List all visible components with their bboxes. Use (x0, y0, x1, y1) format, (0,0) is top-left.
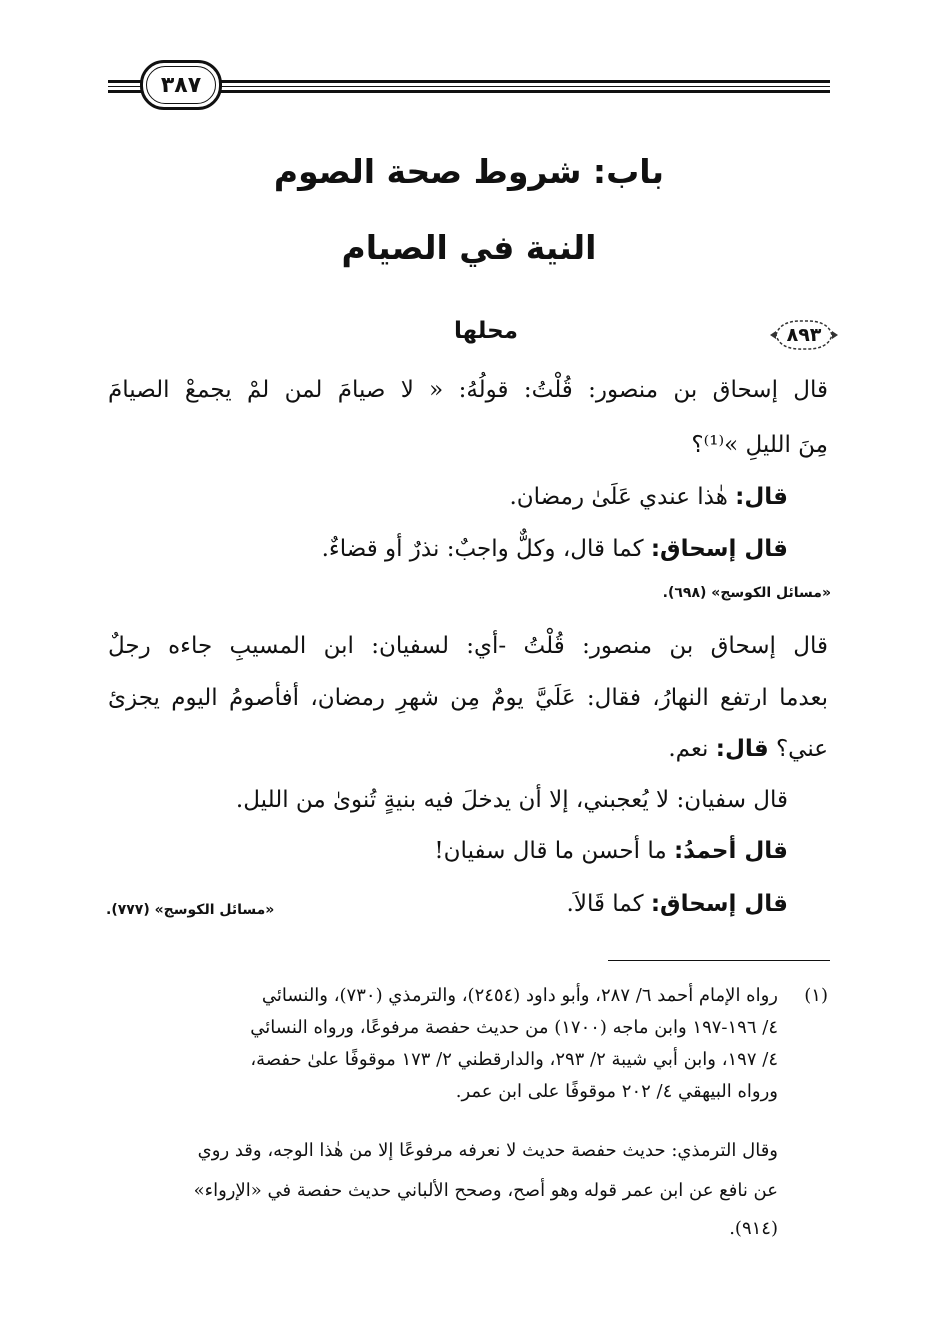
chapter-title: باب: شروط صحة الصوم (273, 152, 665, 191)
text-line: قال إسحاق بن منصور: قُلْتُ: قولُهُ: « لا صيامَ لمن لمْ يجمعْ الصيامَ (108, 377, 828, 403)
text-line (108, 736, 828, 764)
speaker-label: قال إسحاق: (650, 891, 788, 917)
text-line (108, 536, 788, 564)
footnote-line: ٤/ ١٩٧، وابن أبي شيبة ٢/ ٢٩٣، والدارقطني ٢/ ١٧٣ موقوفًا علىٰ حفصة، (250, 1049, 778, 1070)
text-line: قال سفيان: لا يُعجبني، إلا أن يدخلَ فيه بنيةٍ تُنوىٰ من الليل. (235, 787, 788, 813)
text-line (108, 838, 788, 866)
line-text: كما قال، وكلٌّ واجبٌ: نذرٌ أو قضاءٌ. (321, 536, 651, 562)
source-citation: «مسائل الكوسج» (٦٩٨). (662, 585, 831, 601)
text-line: مِنَ الليلِ »⁽¹⁾؟ (691, 432, 828, 458)
footnote-line: ٤/ ١٩٦-١٩٧ وابن ماجه (١٧٠٠) من حديث حفصة مرفوعًا، ورواه النسائي (250, 1017, 778, 1038)
line-text: كما قَالاَ. (566, 891, 651, 917)
footnote-marker: (١) (804, 985, 828, 1006)
footnote-line: ورواه البيهقي ٤/ ٢٠٢ موقوفًا على ابن عمر. (455, 1081, 778, 1102)
line-text: هٰذا عندي عَلَىٰ رمضان. (509, 484, 736, 510)
line-text: نعم. (668, 736, 716, 762)
entry-number-badge (768, 316, 840, 354)
footnote-line: وقال الترمذي: حديث حفصة حديث لا نعرفه مرفوعًا إلا من هٰذا الوجه، وقد روي (197, 1140, 778, 1161)
speaker-label: قال أحمدُ: (673, 838, 788, 864)
footnote-line: عن نافع عن ابن عمر قوله وهو أصح، وصحح الألباني حديث حفصة في «الإرواء» (193, 1180, 778, 1201)
page-number-badge (140, 60, 222, 110)
source-citation: «مسائل الكوسج» (٧٧٧). (106, 902, 275, 918)
text-line: قال إسحاق بن منصور: قُلْتُ -أي: لسفيان: ابن المسيبِ جاءه رجلٌ (108, 633, 828, 659)
line-text: ما أحسن ما قال سفيان! (434, 838, 674, 864)
entry-number: ٨٩٣ (786, 324, 822, 346)
footnote-divider (608, 960, 830, 961)
entry-heading: محلها (453, 318, 518, 344)
page-number: ٣٨٧ (160, 72, 202, 98)
section-title: النية في الصيام (341, 228, 597, 267)
line-text: عني؟ (768, 736, 828, 762)
speaker-label: قال: (735, 484, 788, 510)
text-line: بعدما ارتفع النهارُ، فقال: عَلَيَّ يومٌ مِن شهرِ رمضان، أفأصومُ اليوم يجزئ (108, 685, 828, 711)
footnote-line: رواه الإمام أحمد ٦/ ٢٨٧، وأبو داود (٢٤٥٤)، والترمذي (٧٣٠)، والنسائي (261, 985, 778, 1006)
text-line (108, 484, 788, 512)
footnote-line: (٩١٤). (729, 1218, 778, 1239)
speaker-label: قال: (715, 736, 769, 762)
speaker-label: قال إسحاق: (650, 536, 788, 562)
